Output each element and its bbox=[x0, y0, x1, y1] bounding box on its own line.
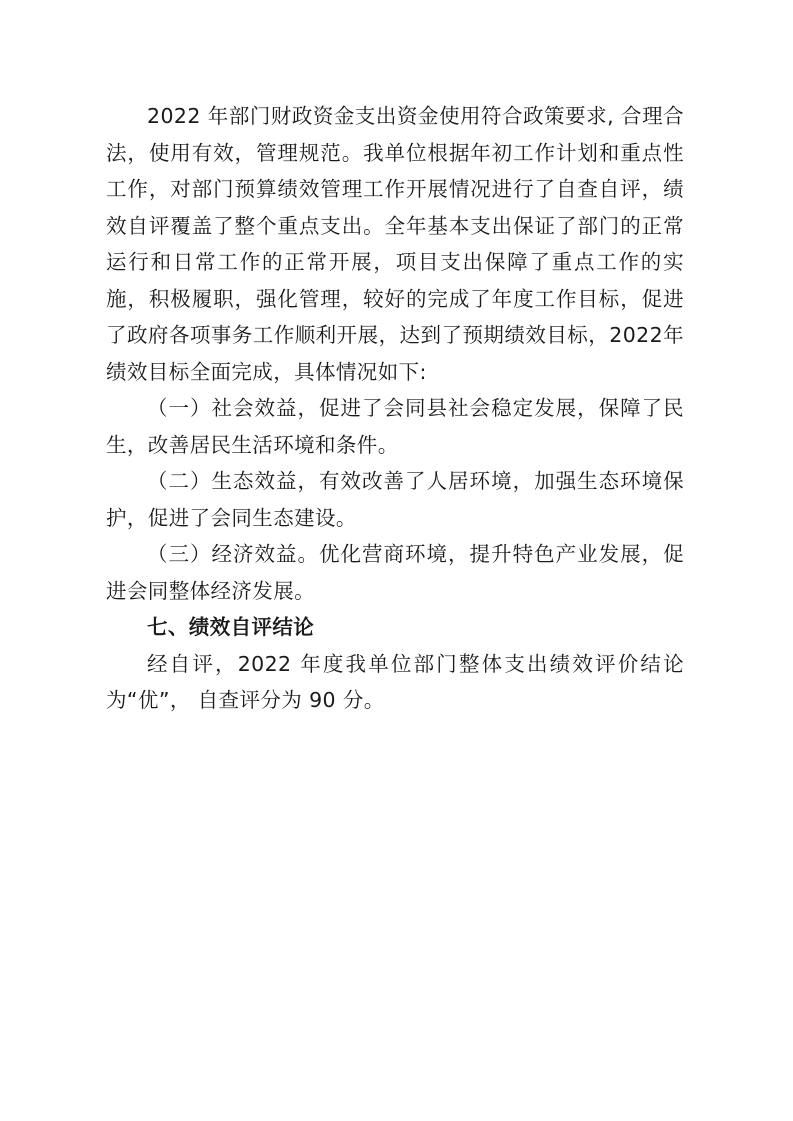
paragraph-ecological-benefit: （二）生态效益，有效改善了人居环境，加强生态环境保护，促进了会同生态建设。 bbox=[106, 469, 684, 530]
document-body bbox=[106, 98, 684, 719]
paragraph-economic-benefit: （三）经济效益。优化营商环境，提升特色产业发展，促进会同整体经济发展。 bbox=[106, 542, 684, 603]
paragraph-social-benefit: （一）社会效益，促进了会同县社会稳定发展，保障了民生，改善居民生活环境和条件。 bbox=[106, 396, 684, 457]
paragraph-summary: 2022 年部门财政资金支出资金使用符合政策要求, 合理合法，使用有效，管理规范。我单位根据年初工作计划和重点性工作，对部门预算绩效管理工作开展情况进行了自查自评，绩效自评覆盖了整个重点支出。全年基本支出保证了部门的正常运行和日常工作的正常开展，项目支出保障了重点工作的实施，积极履职，强化管理，较好的完成了年度工作目标，促进了政府各项事务工作顺利开展，达到了预期绩效目标，2022年绩效目标全面完成，具体情况如下: bbox=[106, 104, 684, 384]
paragraph-conclusion: 经自评，2022 年度我单位部门整体支出绩效评价结论为“优”， 自查评分为 90 分。 bbox=[106, 651, 684, 712]
section-heading: 七、绩效自评结论 bbox=[147, 615, 315, 639]
